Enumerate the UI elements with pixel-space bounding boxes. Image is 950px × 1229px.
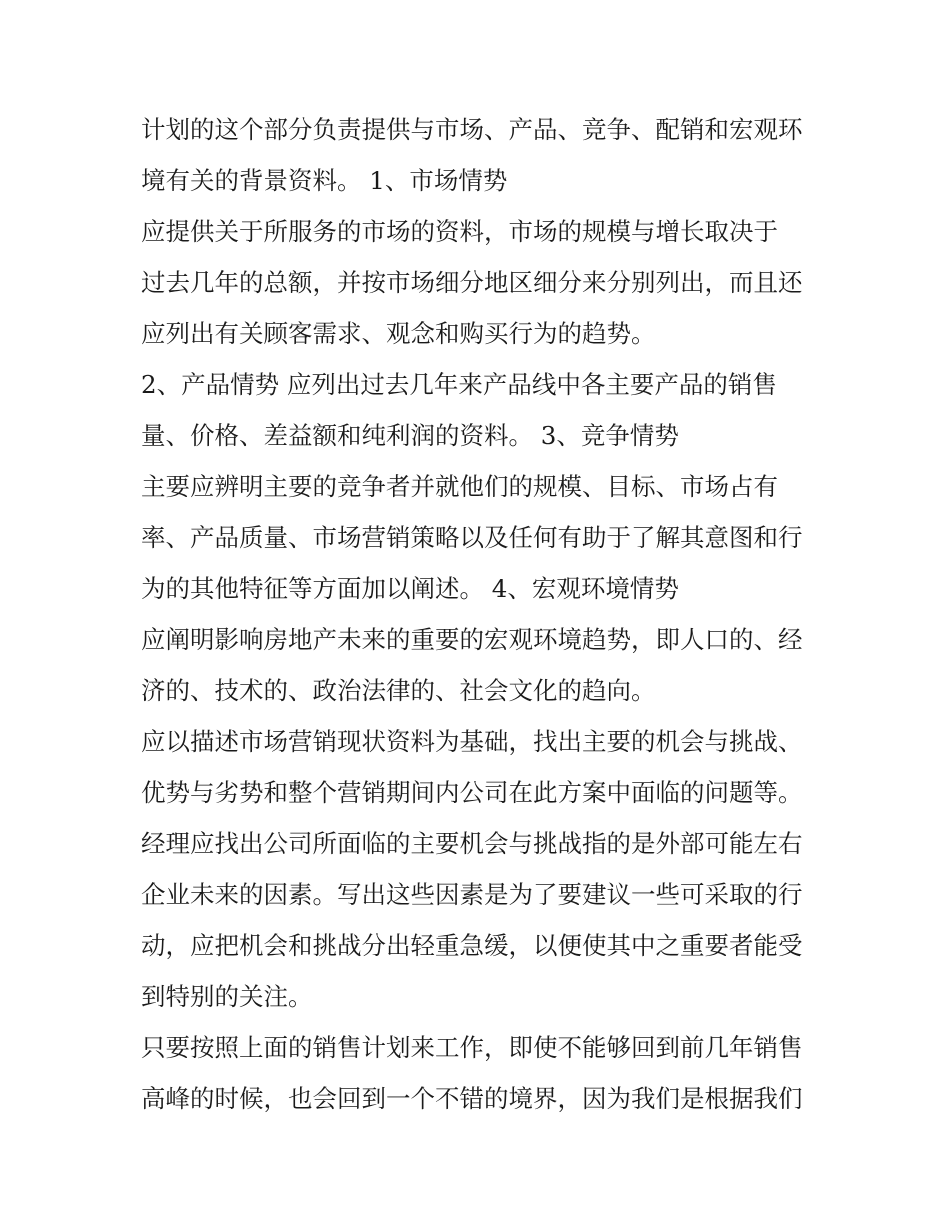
text-line: 为的其他特征等方面加以阐述。 4、宏观环境情势: [141, 574, 679, 603]
text-line: 应提供关于所服务的市场的资料，市场的规模与增长取决于: [141, 217, 778, 246]
text-line: 过去几年的总额，并按市场细分地区细分来分别列出，而且还: [141, 268, 803, 297]
text-line: 只要按照上面的销售计划来工作，即使不能够回到前几年销售: [141, 1033, 803, 1062]
text-line: 2、产品情势 应列出过去几年来产品线中各主要产品的销售: [141, 370, 777, 399]
text-line: 经理应找出公司所面临的主要机会与挑战指的是外部可能左右: [141, 829, 803, 858]
text-line: 到特别的关注。: [141, 982, 313, 1011]
text-line: 应列出有关顾客需求、观念和购买行为的趋势。: [141, 319, 656, 348]
text-line: 境有关的背景资料。 1、市场情势: [141, 166, 508, 195]
text-line: 高峰的时候，也会回到一个不错的境界，因为我们是根据我们: [141, 1084, 803, 1113]
document-body: [141, 104, 813, 1124]
text-line: 应阐明影响房地产未来的重要的宏观环境趋势，即人口的、经: [141, 625, 803, 654]
text-line: 量、价格、差益额和纯利润的资料。 3、竞争情势: [141, 421, 679, 450]
text-line: 率、产品质量、市场营销策略以及任何有助于了解其意图和行: [141, 523, 803, 552]
text-line: 主要应辨明主要的竞争者并就他们的规模、目标、市场占有: [141, 472, 778, 501]
text-line: 动，应把机会和挑战分出轻重急缓，以便使其中之重要者能受: [141, 931, 803, 960]
text-line: 济的、技术的、政治法律的、社会文化的趋向。: [141, 676, 656, 705]
text-line: 应以描述市场营销现状资料为基础，找出主要的机会与挑战、: [141, 727, 803, 756]
text-line: 企业未来的因素。写出这些因素是为了要建议一些可采取的行: [141, 880, 803, 909]
text-line: 优势与劣势和整个营销期间内公司在此方案中面临的问题等。: [141, 778, 803, 807]
text-line: 计划的这个部分负责提供与市场、产品、竞争、配销和宏观环: [141, 115, 803, 144]
